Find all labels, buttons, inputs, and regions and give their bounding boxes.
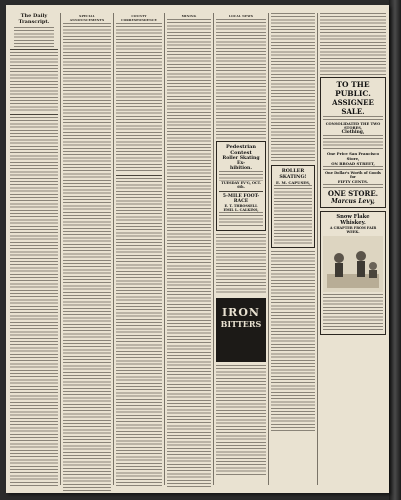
column-rule bbox=[268, 13, 269, 485]
masthead-subhead bbox=[14, 27, 54, 47]
column-2-text bbox=[63, 23, 111, 493]
pedestrian-ad-line: Roller Skating Ex- bbox=[222, 156, 260, 166]
column-rule bbox=[164, 13, 165, 485]
whiskey-ad-subtitle: A CHAPTER FROM FAIR WEEK. bbox=[329, 226, 377, 234]
iron-bitters-line: BITTERS bbox=[220, 319, 262, 329]
skating-ad bbox=[271, 165, 315, 248]
pedestrian-ad bbox=[216, 141, 266, 231]
whiskey-ad-title: Snow Flake Whiskey. bbox=[336, 214, 370, 226]
newspaper-page bbox=[6, 5, 389, 493]
iron-bitters-line: IRON bbox=[222, 306, 260, 319]
column-2 bbox=[63, 13, 111, 485]
skating-ad-name: E. M. CAPUSES, bbox=[275, 180, 311, 185]
column-6 bbox=[271, 13, 315, 485]
column-4-text bbox=[167, 19, 211, 489]
column-7-text bbox=[320, 13, 386, 75]
assignee-ad-line: One Dollar's Worth of Goods for bbox=[325, 171, 381, 179]
skating-ad-title: ROLLER SKATING! bbox=[279, 168, 307, 180]
column-3-heading: COUNTY CORRESPONDENCE bbox=[121, 14, 157, 22]
walk-ad-name: EMIL L. CALKINS, bbox=[223, 208, 259, 212]
walk-ad-name: E. T. THROSSELL bbox=[224, 204, 258, 208]
column-1 bbox=[10, 13, 58, 485]
assignee-ad-line: Clothing, bbox=[341, 130, 365, 135]
column-3-text-lower bbox=[116, 178, 162, 488]
assignee-ad-line: CONSOLIDATED THE TWO STORES, bbox=[325, 122, 381, 130]
rates-table bbox=[10, 52, 58, 112]
column-5 bbox=[216, 13, 266, 485]
column-rule bbox=[317, 13, 318, 485]
column-5-text bbox=[216, 19, 266, 139]
whiskey-ad bbox=[320, 211, 386, 335]
assignee-ad-title: ASSIGNEE SALE. bbox=[332, 98, 374, 116]
assignee-ad-line: ON BROAD STREET, bbox=[331, 161, 375, 166]
assignee-ad-line: ONE STORE. bbox=[327, 189, 379, 198]
pedestrian-ad-date: TUESDAY EV'G, OCT. 6th. bbox=[221, 181, 261, 189]
assignee-ad-line: One Price San Francisco Store, bbox=[326, 151, 380, 161]
column-5-heading: LOCAL NEWS bbox=[228, 14, 254, 18]
column-4 bbox=[167, 13, 211, 485]
column-6-text-lower bbox=[271, 251, 315, 431]
column-2-heading: SPECIAL ANNOUNCEMENTS bbox=[69, 14, 105, 22]
column-5-text-lower bbox=[216, 234, 266, 294]
assignee-sale-ad bbox=[320, 77, 386, 208]
column-1-text bbox=[10, 117, 58, 487]
whiskey-illustration bbox=[323, 236, 383, 292]
assignee-ad-title: TO THE PUBLIC. bbox=[335, 80, 371, 98]
page-binding bbox=[389, 0, 401, 500]
column-4-heading: MINING bbox=[181, 14, 197, 18]
column-3 bbox=[116, 13, 162, 485]
column-6-text bbox=[271, 13, 315, 163]
pedestrian-ad-line: hibition. bbox=[230, 166, 252, 171]
public-ad-column bbox=[320, 13, 386, 485]
column-rule bbox=[213, 13, 214, 485]
column-rule bbox=[60, 13, 61, 485]
assignee-ad-line: FIFTY CENTS. bbox=[337, 179, 369, 184]
walk-ad-title: 5-MILE FOOT-RACE bbox=[222, 194, 260, 204]
column-5-text-bottom bbox=[216, 365, 266, 475]
masthead-title: The Daily Transcript. bbox=[18, 13, 50, 25]
column-rule bbox=[113, 13, 114, 485]
column-3-text bbox=[116, 23, 162, 173]
pedestrian-ad-title: Pedestrian Contest bbox=[225, 144, 257, 156]
assignee-ad-signature: Marcus Levy, bbox=[331, 198, 375, 205]
iron-bitters-ad bbox=[216, 298, 266, 362]
